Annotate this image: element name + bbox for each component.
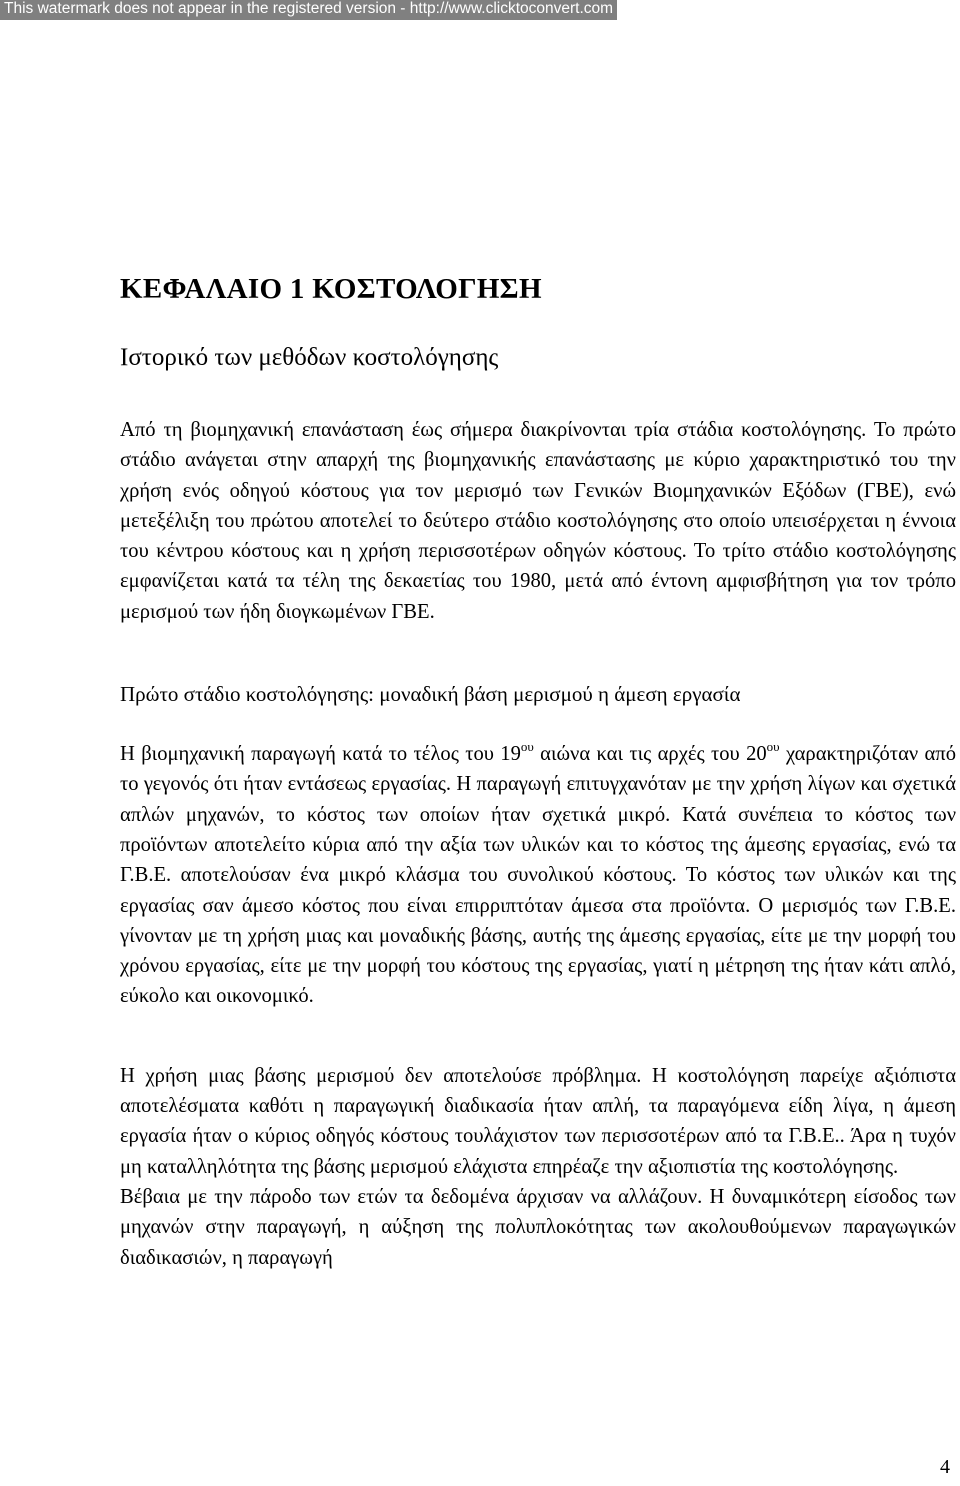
paragraph-text: αιώνα και τις αρχές του 20 [533, 743, 767, 766]
paragraph-text: χαρακτηριζόταν από το γεγονός ότι ήταν εντάσεως εργασίας. Η παραγωγή επιτυγχανόταν με την χρήση λίγων και σχετικά απλών μηχανών, το κόστος των οποίων ήταν σχετικά μικρό. Κατά συνέπεια το κόστος των προϊόντων αποτελείτο κύρια από την αξία των υλικών και το κόστος της άμεσης εργασίας, ενώ τα Γ.Β.Ε. αποτελούσαν ένα μικρό κλάσμα του συνολικού κόστους. Το κόστος των υλικών και της εργασίας σαν άμεσο κόστος που είναι επιρριπτόταν άμεσα στα προϊόντα. Ο μερισμός των Γ.Β.Ε. γίνονταν με τη χρήση μιας και μοναδικής βάσης, αυτής της άμεσης εργασίας, είτε με την μορφή του χρόνου εργασίας, είτε με την μορφή του κόστους της εργασίας, γιατί η μέτρηση της ήταν κάτι απλό, εύκολο και οικονομικό. [120, 743, 956, 1008]
paragraph-changes: Βέβαια με την πάροδο των ετών τα δεδομένα άρχισαν να αλλάζουν. Η δυναμικότερη είσοδος των μηχανών στην παραγωγή, η αύξηση της πολυπλοκότητας των ακολουθούμενων παραγωγικών διαδικασιών, η παραγωγή [120, 1185, 956, 1269]
paragraph-single-base: Η χρήση μιας βάσης μερισμού δεν αποτελούσε πρόβλημα. Η κοστολόγηση παρείχε αξιόπιστα αποτελέσματα καθότι η παραγωγική διαδικασία ήταν απλή, τα παραγόμενα είδη λίγα, η άμεση εργασία ήταν ο κύριος οδηγός κόστους τουλάχιστον των περισσοτέρων από τα Γ.Β.Ε.. Άρα η τυχόν μη καταλληλότητα της βάσης μερισμού ελάχιστα επηρέαζε την αξιοπιστία της κοστολόγησης. [120, 1064, 956, 1178]
paragraph-text: Η βιομηχανική παραγωγή κατά το τέλος του 19 [120, 743, 521, 766]
watermark-text: This watermark does not appear in the registered version - [4, 0, 410, 17]
ordinal-superscript: ου [766, 739, 780, 755]
paragraph-industrial-production [120, 739, 956, 1012]
paragraph-intro: Από τη βιομηχανική επανάσταση έως σήμερα διακρίνονται τρία στάδια κοστολόγησης. Το πρώτο στάδιο ανάγεται στην απαρχή της βιομηχανικής επανάστασης με κύριο χαρακτηριστικό του την χρήση ενός οδηγού κόστους για τον μερισμό των Γενικών Βιομηχανικών Εξόδων (ΓΒΕ), ενώ μετεξέλιξη του πρώτου αποτελεί το δεύτερο στάδιο κοστολόγησης στο οποίο υπεισέρχεται η έννοια του κέντρου κόστους και η χρήση περισσοτέρων οδηγών κόστους. Το τρίτο στάδιο κοστολόγησης εμφανίζεται κατά τα τέλη της δεκαετίας του 1980, μετά από έντονη αμφισβήτηση για τον τρόπο μερισμού των ήδη διογκωμένων ΓΒΕ. [120, 419, 956, 623]
subheading-first-stage: Πρώτο στάδιο κοστολόγησης: μοναδική βάση μερισμού η άμεση εργασία [120, 682, 741, 707]
watermark-banner [0, 0, 617, 20]
watermark-link[interactable]: http://www.clicktoconvert.com [409, 0, 614, 17]
page-number: 4 [940, 1456, 950, 1478]
page-content [120, 268, 956, 1273]
ordinal-superscript: ου [520, 739, 534, 755]
section-title: Ιστορικό των μεθόδων κοστολόγησης [120, 344, 499, 371]
chapter-title: ΚΕΦΑΛΑΙΟ 1 ΚΟΣΤΟΛΟΓΗΣΗ [120, 273, 542, 305]
